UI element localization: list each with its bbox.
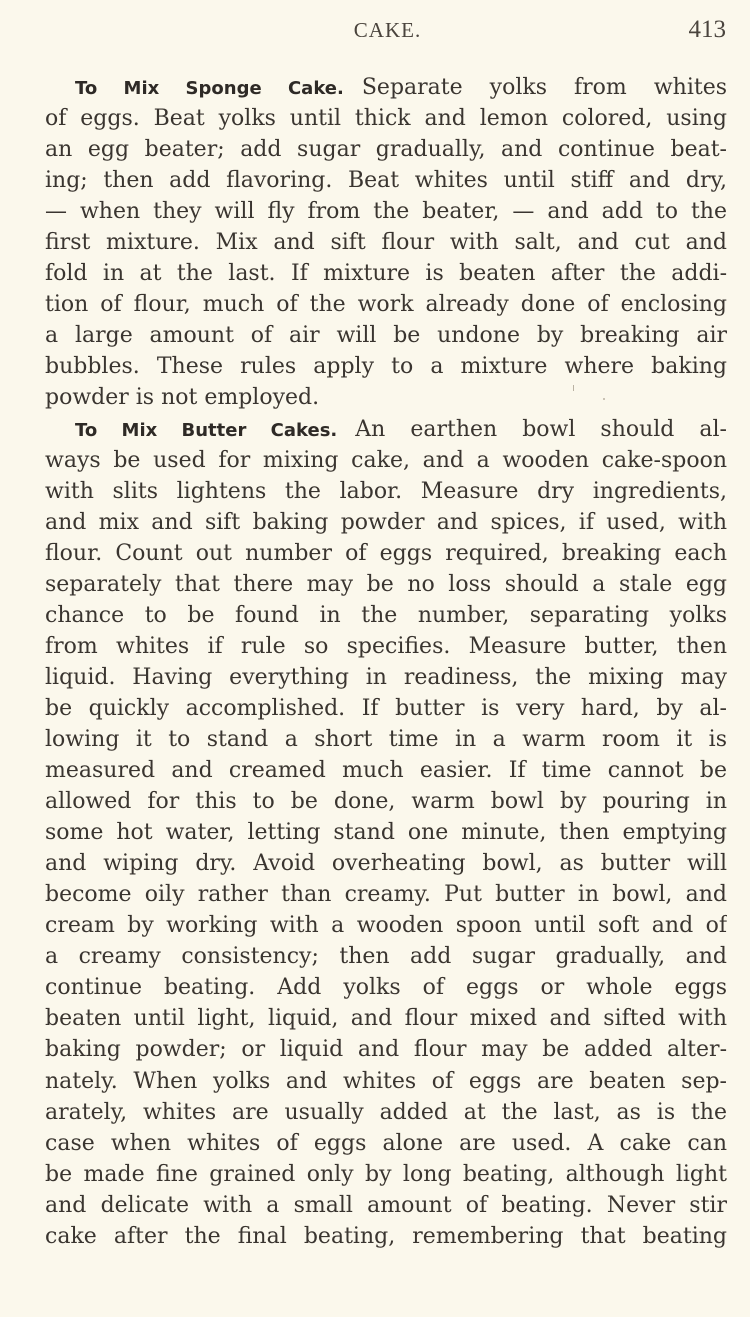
- paragraph-line: arately, whites are usually added at the last, as is the: [45, 1099, 727, 1125]
- page-number: 413: [688, 16, 726, 43]
- paragraph-line: a large amount of air will be undone by breaking air: [45, 323, 727, 349]
- paragraph-line: become oily rather than creamy. Put butter in bowl, and: [45, 882, 727, 908]
- paragraph-line: and wiping dry. Avoid overheating bowl, as butter will: [45, 851, 727, 877]
- paragraph-line: tion of flour, much of the work already done of enclosing: [45, 292, 727, 318]
- paragraph-line: separately that there may be no loss should a stale egg: [45, 571, 727, 597]
- paragraph-line: — when they will fly from the beater, — and add to the: [45, 199, 727, 225]
- paragraph-line: first mixture. Mix and sift flour with salt, and cut and: [45, 230, 727, 256]
- paragraph-line: baking powder; or liquid and flour may be added alter-: [45, 1037, 727, 1063]
- section-heading-butter-cakes: To Mix Butter Cakes.: [75, 419, 338, 441]
- paragraph-line: liquid. Having everything in readiness, the mixing may: [45, 664, 727, 690]
- paragraph-line: and mix and sift baking powder and spices, if used, with: [45, 509, 727, 535]
- paragraph-line: with slits lightens the labor. Measure dry ingredients,: [45, 478, 727, 504]
- section-heading-sponge-cake: To Mix Sponge Cake.: [75, 78, 344, 99]
- paragraph-line: measured and creamed much easier. If time cannot be: [45, 758, 727, 784]
- paragraph-line: a creamy consistency; then add sugar gradually, and: [45, 944, 727, 970]
- paragraph-line: some hot water, letting stand one minute, then emptying: [45, 820, 727, 846]
- paragraph-line: case when whites of eggs alone are used. A cake can: [45, 1130, 727, 1156]
- paragraph-line: ways be used for mixing cake, and a wooden cake-spoon: [45, 447, 727, 473]
- paragraph-line: nately. When yolks and whites of eggs are beaten sep-: [45, 1068, 727, 1094]
- line-text: Separate yolks from whites: [361, 75, 727, 100]
- paragraph-line: [45, 414, 727, 445]
- paragraph-line: allowed for this to be done, warm bowl by pouring in: [45, 789, 727, 815]
- body-text: [45, 72, 727, 1252]
- paragraph-line: cream by working with a wooden spoon until soft and of: [45, 913, 727, 939]
- paragraph-line: be quickly accomplished. If butter is very hard, by al-: [45, 695, 727, 721]
- paragraph-line: cake after the final beating, remembering that beating: [45, 1223, 727, 1249]
- paragraph-line: powder is not employed.: [45, 385, 320, 411]
- paragraph-line: lowing it to stand a short time in a warm room it is: [45, 726, 727, 752]
- paragraph-line: of eggs. Beat yolks until thick and lemon colored, using: [45, 106, 727, 132]
- paper-speck: [573, 385, 574, 391]
- paragraph-line: beaten until light, liquid, and flour mixed and sifted with: [45, 1006, 727, 1032]
- paragraph-line: from whites if rule so specifies. Measure butter, then: [45, 633, 727, 659]
- paragraph-line: chance to be found in the number, separating yolks: [45, 602, 727, 628]
- paragraph-line: be made fine grained only by long beating, although light: [45, 1161, 727, 1187]
- paragraph-line: ing; then add flavoring. Beat whites until stiff and dry,: [45, 168, 727, 194]
- running-head: [0, 14, 750, 50]
- paragraph-line: continue beating. Add yolks of eggs or whole eggs: [45, 975, 727, 1001]
- paragraph-line: an egg beater; add sugar gradually, and continue beat-: [45, 137, 727, 163]
- paragraph-line: fold in at the last. If mixture is beaten after the addi-: [45, 261, 727, 287]
- running-title: CAKE.: [353, 18, 422, 42]
- paragraph-line: flour. Count out number of eggs required, breaking each: [45, 540, 727, 566]
- paper-speck: [603, 398, 605, 400]
- paragraph-line: [45, 72, 727, 103]
- paragraph-line: bubbles. These rules apply to a mixture where baking: [45, 354, 727, 380]
- paragraph-line: and delicate with a small amount of beating. Never stir: [45, 1192, 727, 1218]
- line-text: An earthen bowl should al-: [355, 416, 727, 442]
